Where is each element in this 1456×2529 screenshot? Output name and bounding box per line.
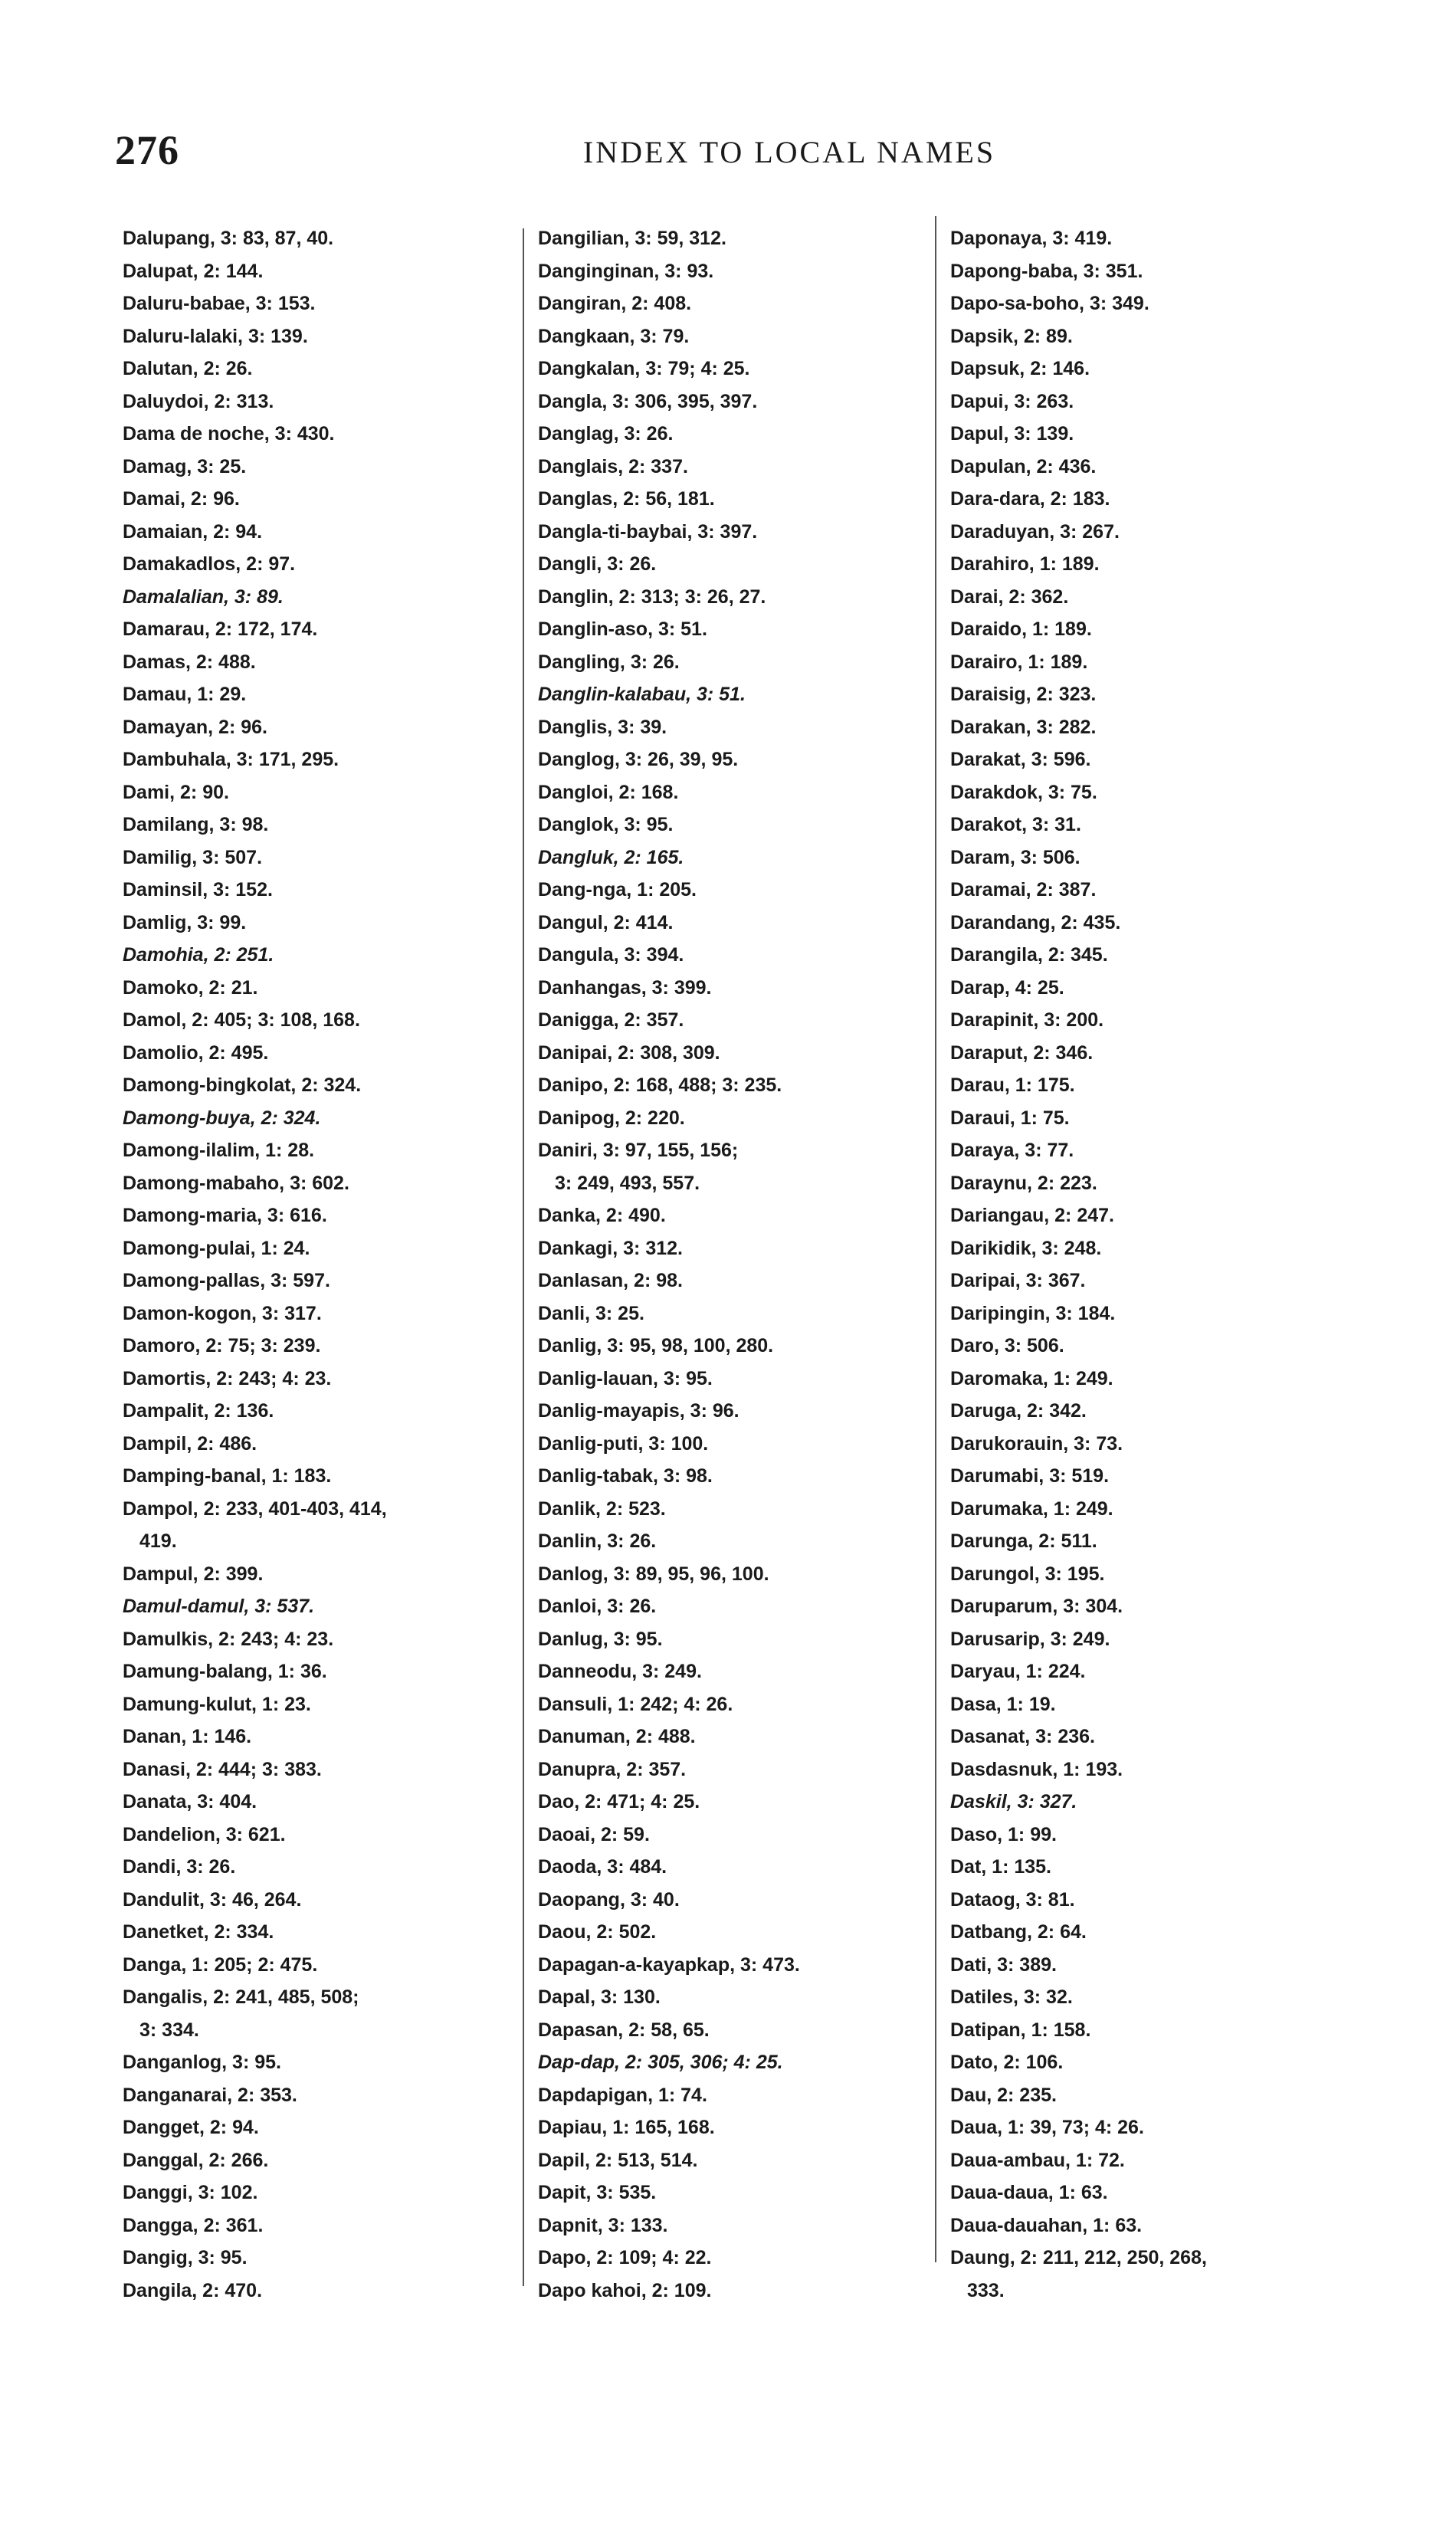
index-entry: Dansuli, 1: 242; 4: 26. [538,1693,733,1715]
index-entry: Darai, 2: 362. [950,586,1069,608]
index-entry: Danggal, 2: 266. [123,2149,269,2171]
index-entry: Danglais, 2: 337. [538,455,688,477]
index-entry: Dapulan, 2: 436. [950,455,1097,477]
index-entry: Dangloi, 2: 168. [538,781,679,803]
index-entry: Damag, 3: 25. [123,455,247,477]
index-entry: Damolio, 2: 495. [123,1041,269,1064]
index-entry: Darukorauin, 3: 73. [950,1432,1123,1455]
column-divider [523,228,524,2286]
column-divider [935,216,936,2262]
index-entry: Dangluk, 2: 165. [538,846,684,868]
index-entry: Daramai, 2: 387. [950,879,1097,900]
index-entry: Darumaka, 1: 249. [950,1497,1113,1520]
index-entry: Dataog, 3: 81. [950,1888,1075,1911]
index-entry: Dandulit, 3: 46, 264. [123,1888,302,1911]
index-entry: Dati, 3: 389. [950,1953,1057,1976]
index-entry: Damai, 2: 96. [123,488,240,510]
index-entry: Darangila, 2: 345. [950,944,1108,966]
index-entry: Dapasan, 2: 58, 65. [538,2019,710,2041]
index-entry: Daraui, 1: 75. [950,1107,1070,1129]
index-entry: Dangga, 2: 361. [123,2214,264,2236]
index-entry: Damong-buya, 2: 324. [123,1107,321,1129]
index-entry: Daraduyan, 3: 267. [950,520,1120,543]
index-entry: Dapo, 2: 109; 4: 22. [538,2247,712,2268]
index-entry: Damong-mabaho, 3: 602. [123,1172,349,1194]
index-entry: Daminsil, 3: 152. [123,879,273,900]
index-entry: Darikidik, 3: 248. [950,1237,1102,1259]
index-entry: Dapnit, 3: 133. [538,2214,668,2236]
index-entry: Dangkalan, 3: 79; 4: 25. [538,358,750,379]
index-entry: Daluru-babae, 3: 153. [123,293,316,314]
index-entry: Danggi, 3: 102. [123,2182,258,2203]
index-entry: Danli, 3: 25. [538,1302,644,1324]
index-entry: Damilang, 3: 98. [123,814,269,835]
index-entry: Daniri, 3: 97, 155, 156; 3: 249, 493, 557. [538,1140,739,1194]
index-entry: Dalupang, 3: 83, 87, 40. [123,228,334,249]
index-entry: Daraido, 1: 189. [950,618,1092,640]
index-entry: Daua-daua, 1: 63. [950,2182,1108,2203]
index-entry: Damas, 2: 488. [123,651,256,673]
index-entry: Daripai, 3: 367. [950,1270,1086,1291]
index-column-1 [123,222,506,2307]
index-entry: Dankagi, 3: 312. [538,1237,683,1259]
index-entry: Daung, 2: 211, 212, 250, 268, 333. [950,2247,1207,2301]
index-entry: Dangul, 2: 414. [538,911,674,933]
index-entry: Damping-banal, 1: 183. [123,1465,332,1487]
index-entry: Damol, 2: 405; 3: 108, 168. [123,1009,360,1031]
index-entry: Daua-ambau, 1: 72. [950,2149,1125,2171]
index-entry: Daraisig, 2: 323. [950,684,1097,705]
index-entry: Darakot, 3: 31. [950,814,1081,835]
index-entry: Darungol, 3: 195. [950,1563,1105,1585]
index-entry: Damong-pulai, 1: 24. [123,1237,310,1259]
index-entry: Damung-balang, 1: 36. [123,1661,327,1682]
index-entry: Darahiro, 1: 189. [950,553,1100,575]
index-entry: Dama de noche, 3: 430. [123,423,335,444]
index-entry: Daruga, 2: 342. [950,1400,1087,1422]
index-entry: Dangling, 3: 26. [538,651,680,673]
index-entry: Dat, 1: 135. [950,1856,1052,1878]
index-entry: Datiles, 3: 32. [950,1986,1073,2008]
running-title: INDEX TO LOCAL NAMES [582,135,996,169]
index-entry: Darunga, 2: 511. [950,1530,1097,1552]
index-entry: Danglin, 2: 313; 3: 26, 27. [538,586,766,608]
index-entry: Dampil, 2: 486. [123,1432,257,1455]
index-entry: Danlog, 3: 89, 95, 96, 100. [538,1563,769,1585]
index-entry: Dang-nga, 1: 205. [538,879,697,900]
index-entry: Dampalit, 2: 136. [123,1400,274,1422]
index-entry: Danloi, 3: 26. [538,1596,657,1617]
index-entry: Daram, 3: 506. [950,846,1081,868]
index-entry: Daripingin, 3: 184. [950,1302,1116,1324]
index-entry: Darau, 1: 175. [950,1074,1075,1096]
index-entry: Danlig-tabak, 3: 98. [538,1465,713,1487]
index-entry: Dangila, 2: 470. [123,2279,263,2301]
index-entry: Damung-kulut, 1: 23. [123,1693,311,1715]
index-entry: Daluydoi, 2: 313. [123,390,274,412]
index-entry: Dalupat, 2: 144. [123,260,264,282]
index-entry: Darandang, 2: 435. [950,911,1121,933]
index-entry: Damalalian, 3: 89. [123,586,284,608]
index-entry: Danlig, 3: 95, 98, 100, 280. [538,1335,774,1356]
index-entry: Daponaya, 3: 419. [950,228,1113,249]
index-entry: Danglis, 3: 39. [538,716,667,738]
index-entry: Dapal, 3: 130. [538,1986,661,2008]
index-entry: Dara-dara, 2: 183. [950,488,1110,510]
index-entry: Darap, 4: 25. [950,976,1064,999]
index-entry: Damohia, 2: 251. [123,944,274,966]
index-entry: Datipan, 1: 158. [950,2019,1091,2041]
index-entry: Daruparum, 3: 304. [950,1596,1123,1617]
index-entry: Danetket, 2: 334. [123,1921,274,1943]
index-entry: Daou, 2: 502. [538,1921,657,1943]
index-entry: Darumabi, 3: 519. [950,1465,1110,1487]
index-entry: Damong-ilalim, 1: 28. [123,1140,315,1161]
index-entry: Danglok, 3: 95. [538,814,674,835]
index-entry: Darakat, 3: 596. [950,749,1091,770]
index-entry: Damong-pallas, 3: 597. [123,1270,330,1291]
index-entry: Daua, 1: 39, 73; 4: 26. [950,2117,1144,2138]
index-entry: Daromaka, 1: 249. [950,1367,1113,1389]
index-entry: Danganarai, 2: 353. [123,2084,297,2106]
index-entry: Daryau, 1: 224. [950,1661,1086,1682]
index-entry: Daro, 3: 506. [950,1335,1064,1356]
index-entry: Danuman, 2: 488. [538,1726,696,1747]
index-entry: Dapong-baba, 3: 351. [950,260,1143,282]
index-entry: Damau, 1: 29. [123,684,247,705]
index-entry: Datbang, 2: 64. [950,1921,1087,1943]
index-entry: Dao, 2: 471; 4: 25. [538,1791,700,1812]
index-entry: Dangkaan, 3: 79. [538,325,690,347]
index-entry: Damortis, 2: 243; 4: 23. [123,1367,332,1389]
index-entry: Danka, 2: 490. [538,1205,666,1226]
index-entry: Danlin, 3: 26. [538,1530,657,1552]
page-header [115,126,1341,188]
index-entry: Danga, 1: 205; 2: 475. [123,1953,318,1976]
index-entry: Danglas, 2: 56, 181. [538,488,715,510]
index-entry: Damayan, 2: 96. [123,716,267,738]
index-column-2 [538,222,921,2307]
index-entry: Dato, 2: 106. [950,2052,1064,2073]
index-entry: Daraynu, 2: 223. [950,1172,1097,1194]
page-number: 276 [115,127,179,173]
index-entry: Danganlog, 3: 95. [123,2052,281,2073]
index-entry: Dapdapigan, 1: 74. [538,2084,707,2106]
index-entry: Damilig, 3: 507. [123,846,263,868]
index-entry: Danlug, 3: 95. [538,1628,663,1650]
index-entry: Dangig, 3: 95. [123,2247,248,2268]
index-entry: Dangla, 3: 306, 395, 397. [538,390,758,412]
index-entry: Daua-dauahan, 1: 63. [950,2214,1143,2236]
index-entry: Dangla-ti-baybai, 3: 397. [538,520,758,543]
index-entry: Danglin-aso, 3: 51. [538,618,707,640]
index-entry: Dapui, 3: 263. [950,390,1074,412]
index-entry: Dandi, 3: 26. [123,1856,236,1878]
index-entry: Dapit, 3: 535. [538,2182,657,2203]
index-entry: Dasanat, 3: 236. [950,1726,1095,1747]
index-entry: Darakdok, 3: 75. [950,781,1097,803]
index-entry: Daso, 1: 99. [950,1823,1057,1845]
index-entry: Dangget, 2: 94. [123,2117,259,2138]
index-entry: Danipai, 2: 308, 309. [538,1041,720,1064]
index-entry: Damong-bingkolat, 2: 324. [123,1074,362,1096]
index-entry: Danhangas, 3: 399. [538,976,712,999]
index-entry: Damoro, 2: 75; 3: 239. [123,1335,321,1356]
index-entry: Damaian, 2: 94. [123,520,263,543]
index-entry: Damakadlos, 2: 97. [123,553,296,575]
index-entry: Danata, 3: 404. [123,1791,257,1812]
index-entry: Dami, 2: 90. [123,781,229,803]
index-entry: Daraya, 3: 77. [950,1140,1074,1161]
index-entry: Danasi, 2: 444; 3: 383. [123,1758,322,1780]
index-entry: Dangiran, 2: 408. [538,293,692,314]
index-entry: Darusarip, 3: 249. [950,1628,1110,1650]
index-entry: Danneodu, 3: 249. [538,1661,702,1682]
index-entry: Dangalis, 2: 241, 485, 508; 3: 334. [123,1986,359,2041]
index-entry: Damulkis, 2: 243; 4: 23. [123,1628,334,1650]
index-entry: Daoai, 2: 59. [538,1823,650,1845]
index-entry: Dampul, 2: 399. [123,1563,264,1585]
index-entry: Danglag, 3: 26. [538,423,674,444]
index-entry: Darairo, 1: 189. [950,651,1088,673]
index-entry: Danglog, 3: 26, 39, 95. [538,749,739,770]
index-entry: Danlig-lauan, 3: 95. [538,1367,713,1389]
index-entry: Danigga, 2: 357. [538,1009,684,1031]
index-entry: Daraput, 2: 346. [950,1041,1094,1064]
index-entry: Damoko, 2: 21. [123,976,258,999]
index-entry: Dasdasnuk, 1: 193. [950,1758,1123,1780]
index-entry: Danan, 1: 146. [123,1726,252,1747]
index-entry: Daoda, 3: 484. [538,1856,667,1878]
index-entry: Damarau, 2: 172, 174. [123,618,318,640]
index-entry: Dapsuk, 2: 146. [950,358,1090,379]
index-entry: Dau, 2: 235. [950,2084,1057,2106]
index-entry: Danipog, 2: 220. [538,1107,685,1129]
index-entry: Danginginan, 3: 93. [538,260,714,282]
index-entry: Dapul, 3: 139. [950,423,1074,444]
index-entry: Dampol, 2: 233, 401-403, 414, 419. [123,1497,387,1552]
index-entry: Darakan, 3: 282. [950,716,1097,738]
index-entry: Dapo-sa-boho, 3: 349. [950,293,1149,314]
index-entry: Dapiau, 1: 165, 168. [538,2117,715,2138]
index-entry: Darapinit, 3: 200. [950,1009,1104,1031]
index-column-3 [950,222,1349,2307]
index-entry: Dap-dap, 2: 305, 306; 4: 25. [538,2052,783,2073]
index-entry: Dambuhala, 3: 171, 295. [123,749,339,770]
index-entry: Dapsik, 2: 89. [950,325,1073,347]
index-entry: Daskil, 3: 327. [950,1791,1077,1812]
index-entry: Dangilian, 3: 59, 312. [538,228,726,249]
index-entry: Damlig, 3: 99. [123,911,247,933]
index-entry: Dandelion, 3: 621. [123,1823,286,1845]
index-entry: Danlig-mayapis, 3: 96. [538,1400,739,1422]
index-entry: Damul-damul, 3: 537. [123,1596,315,1617]
index-entry: Damon-kogon, 3: 317. [123,1302,322,1324]
index-entry: Damong-maria, 3: 616. [123,1205,327,1226]
index-entry: Dapil, 2: 513, 514. [538,2149,698,2171]
index-entry: Danlasan, 2: 98. [538,1270,683,1291]
index-entry: Daluru-lalaki, 3: 139. [123,325,308,347]
index-entry: Danlik, 2: 523. [538,1497,666,1520]
index-entry: Dangula, 3: 394. [538,944,684,966]
index-entry: Dapagan-a-kayapkap, 3: 473. [538,1953,800,1976]
index-entry: Dasa, 1: 19. [950,1693,1056,1715]
index-entry: Dangli, 3: 26. [538,553,657,575]
index-entry: Dariangau, 2: 247. [950,1205,1114,1226]
index-entry: Danglin-kalabau, 3: 51. [538,684,746,705]
index-entry: Daopang, 3: 40. [538,1888,680,1911]
index-entry: Danupra, 2: 357. [538,1758,687,1780]
index-entry: Danipo, 2: 168, 488; 3: 235. [538,1074,782,1096]
index-entry: Dalutan, 2: 26. [123,358,253,379]
index-entry: Danlig-puti, 3: 100. [538,1432,709,1455]
index-entry: Dapo kahoi, 2: 109. [538,2279,712,2301]
